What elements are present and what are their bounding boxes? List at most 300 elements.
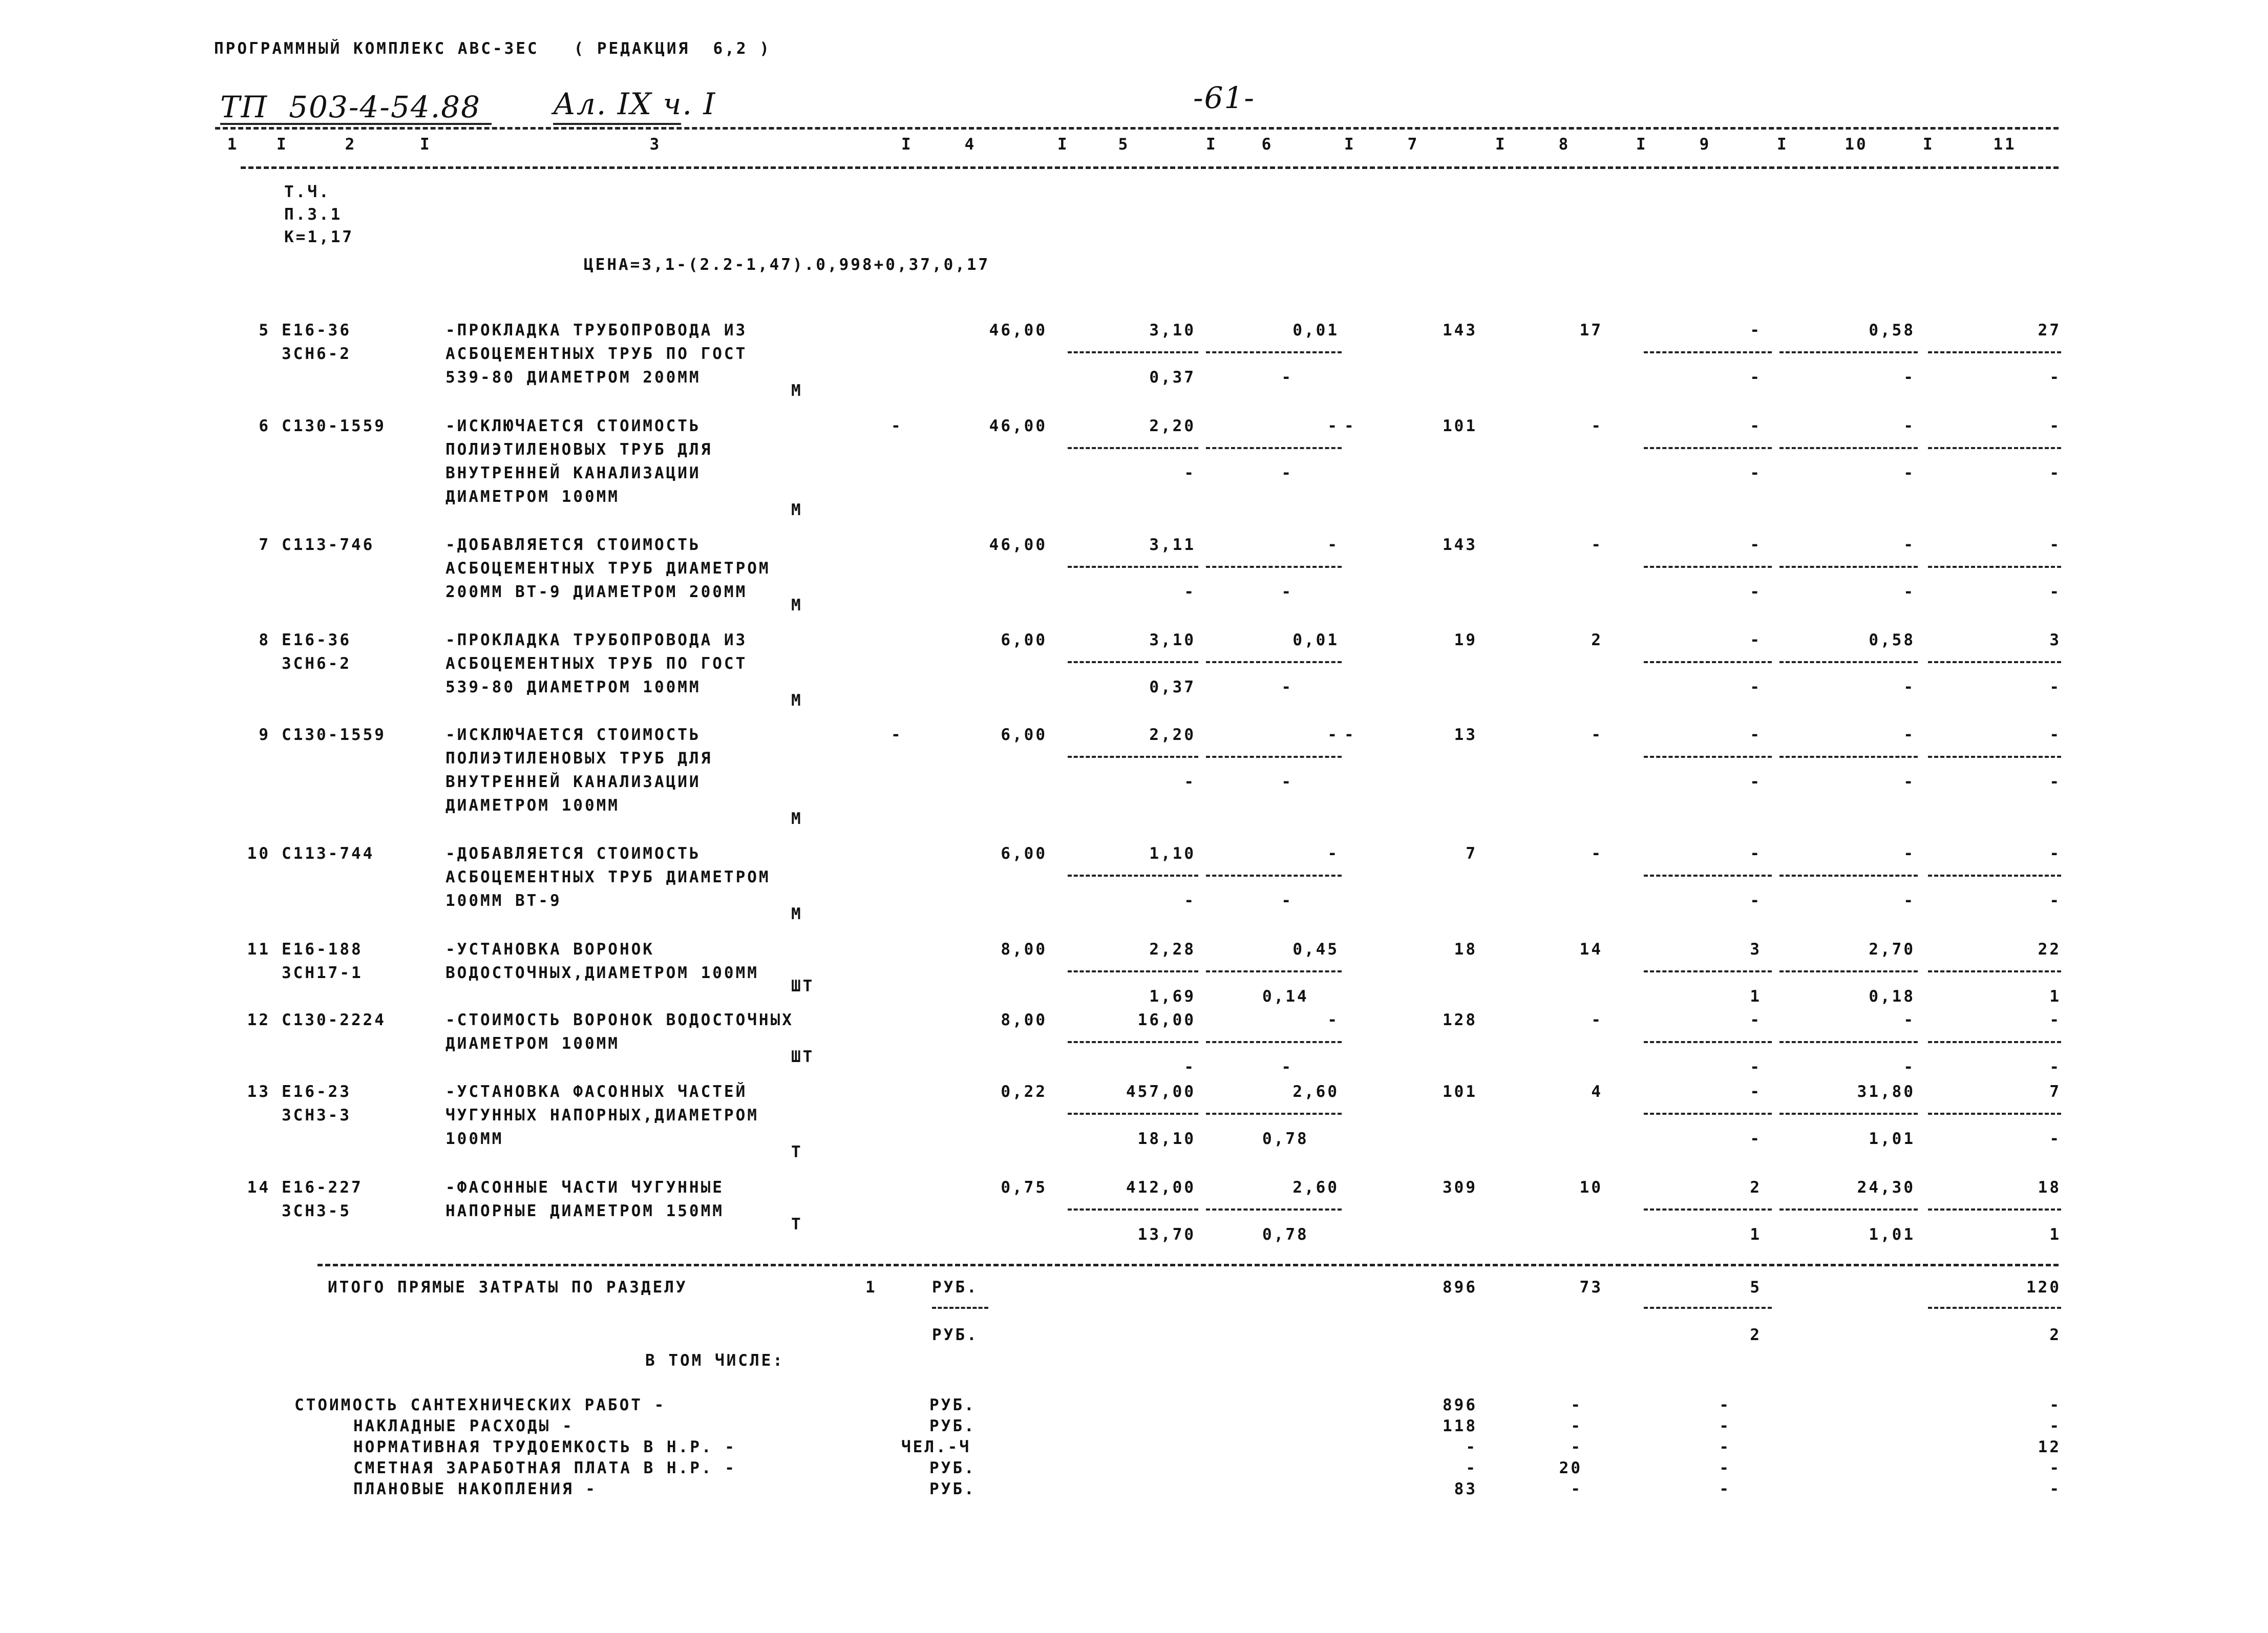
work-description: -ДОБАВЛЯЕТСЯ СТОИМОСТЬ — [446, 844, 701, 863]
column-header-3: 3 — [649, 135, 662, 154]
cost-machine: - — [1750, 1083, 1762, 1101]
row-number: 6 — [259, 417, 270, 435]
unit-of-measure: ШТ — [791, 977, 815, 995]
cell-divider — [1206, 1041, 1342, 1043]
unit-cost-wage: - — [1184, 1058, 1196, 1076]
cost-wage: 4 — [1591, 1083, 1603, 1101]
labor-total: 18 — [2038, 1178, 2061, 1197]
program-title: ПРОГРАММНЫЙ КОМПЛЕКС АВС-ЗЕС ( РЕДАКЦИЯ 6,2 ) — [214, 39, 771, 58]
total-section: 1 — [865, 1278, 877, 1297]
including-machine: - — [1719, 1438, 1731, 1456]
quantity: 6,00 — [1001, 726, 1047, 744]
marker-dash: - — [891, 417, 903, 435]
cost-machine-wage: - — [1750, 1130, 1762, 1148]
column-header-1: 1 — [227, 135, 239, 154]
row-number: 12 — [247, 1011, 270, 1029]
total-labor-wage: 2 — [2049, 1326, 2061, 1344]
labor-per-unit-wage: 0,18 — [1869, 987, 1915, 1006]
cost-machine: - — [1750, 417, 1762, 435]
unit-cost-total: 2,28 — [1149, 940, 1196, 959]
including-label: СМЕТНАЯ ЗАРАБОТНАЯ ПЛАТА В Н.Р. - — [353, 1459, 736, 1477]
total-wage: 73 — [1579, 1278, 1603, 1297]
cost-machine: - — [1750, 536, 1762, 554]
including-labor: - — [2049, 1417, 2061, 1435]
unit-cost-wage: 18,10 — [1137, 1130, 1196, 1148]
labor-total-wage: - — [2049, 1058, 2061, 1076]
unit-cost-wage: 13,70 — [1137, 1225, 1196, 1244]
unit-cost-machine-wage: - — [1281, 1058, 1293, 1076]
total-labor: 120 — [2026, 1278, 2061, 1297]
total-machine-wage: 2 — [1750, 1326, 1762, 1344]
cost-wage: - — [1591, 417, 1603, 435]
column-separator: I — [277, 135, 288, 154]
rate-code: С130-1559 — [282, 417, 386, 435]
column-separator: I — [1777, 135, 1789, 154]
rate-code: ЗСН3-5 — [282, 1202, 351, 1220]
cell-divider — [1928, 447, 2061, 449]
quantity: 0,22 — [1001, 1083, 1047, 1101]
column-separator: I — [901, 135, 913, 154]
work-description: -ДОБАВЛЯЕТСЯ СТОИМОСТЬ — [446, 536, 701, 554]
price-formula: ЦЕНА=3,1-(2.2-1,47).0,998+0,37,0,17 — [584, 256, 990, 274]
work-description: АСБОЦЕМЕНТНЫХ ТРУБ ДИАМЕТРОМ — [446, 559, 771, 578]
cost-wage: 14 — [1579, 940, 1603, 959]
table-top-rule — [215, 127, 2059, 130]
cost-machine: - — [1750, 1011, 1762, 1029]
album-underline — [553, 123, 681, 125]
cell-divider — [1068, 1113, 1198, 1115]
row-number: 10 — [247, 844, 270, 863]
rate-code: ЗСН3-3 — [282, 1106, 351, 1125]
labor-per-unit: - — [1903, 726, 1915, 744]
unit-cost-wage: 0,37 — [1149, 368, 1196, 387]
unit-of-measure: Т — [791, 1215, 803, 1234]
unit-cost-machine-wage: - — [1281, 583, 1293, 601]
column-header-8: 8 — [1558, 135, 1571, 154]
including-unit: РУБ. — [929, 1480, 976, 1498]
including-cost: 83 — [1454, 1480, 1477, 1498]
cell-divider — [1206, 875, 1342, 877]
cell-divider — [1779, 970, 1918, 972]
cost-machine-wage: - — [1750, 583, 1762, 601]
quantity: 8,00 — [1001, 1011, 1047, 1029]
including-cost: 896 — [1443, 1396, 1477, 1414]
marker-dash: - — [891, 726, 903, 744]
labor-per-unit-wage: 1,01 — [1869, 1225, 1915, 1244]
labor-total-wage: 1 — [2049, 987, 2061, 1006]
cost-machine: - — [1750, 726, 1762, 744]
cell-divider — [1779, 756, 1918, 758]
including-wage: 20 — [1559, 1459, 1582, 1477]
including-label: НОРМАТИВНАЯ ТРУДОЕМКОСТЬ В Н.Р. - — [353, 1438, 736, 1456]
marker-dash: - — [1344, 417, 1356, 435]
preamble-line: П.3.1 — [284, 205, 343, 224]
rate-code: ЗСН6-2 — [282, 345, 351, 363]
column-header-7: 7 — [1407, 135, 1419, 154]
unit-of-measure: М — [791, 691, 803, 710]
labor-total: - — [2049, 1011, 2061, 1029]
labor-total: - — [2049, 726, 2061, 744]
unit-of-measure: ШТ — [791, 1048, 815, 1066]
quantity: 6,00 — [1001, 844, 1047, 863]
unit-of-measure: Т — [791, 1143, 803, 1161]
unit-cost-machine-wage: - — [1281, 464, 1293, 482]
work-description: ВНУТРЕННЕЙ КАНАЛИЗАЦИИ — [446, 464, 701, 482]
including-machine: - — [1719, 1417, 1731, 1435]
cost-wage: 17 — [1579, 321, 1603, 340]
including-machine: - — [1719, 1480, 1731, 1498]
including-unit: ЧЕЛ.-Ч — [901, 1438, 971, 1456]
including-label: ПЛАНОВЫЕ НАКОПЛЕНИЯ - — [353, 1480, 597, 1498]
labor-per-unit: 31,80 — [1857, 1083, 1915, 1101]
column-header-10: 10 — [1845, 135, 1868, 154]
work-description: ДИАМЕТРОМ 100ММ — [446, 487, 620, 506]
column-header-9: 9 — [1699, 135, 1711, 154]
total-unit: РУБ. — [932, 1326, 979, 1344]
cell-divider — [1644, 1041, 1772, 1043]
labor-per-unit-wage: - — [1903, 583, 1915, 601]
column-separator: I — [1923, 135, 1935, 154]
totals-top-rule — [317, 1264, 2059, 1266]
unit-cost-total: 1,10 — [1149, 844, 1196, 863]
row-number: 9 — [259, 726, 270, 744]
work-description: ДИАМЕТРОМ 100ММ — [446, 1034, 620, 1053]
cost-wage: - — [1591, 1011, 1603, 1029]
cost-wage: - — [1591, 726, 1603, 744]
unit-cost-machine: 2,60 — [1292, 1083, 1339, 1101]
unit-cost-wage: - — [1184, 892, 1196, 910]
cell-divider — [1068, 447, 1198, 449]
unit-cost-machine: - — [1327, 1011, 1339, 1029]
labor-per-unit: - — [1903, 536, 1915, 554]
including-wage: - — [1571, 1438, 1582, 1456]
cost-machine-wage: - — [1750, 1058, 1762, 1076]
cell-divider — [1068, 970, 1198, 972]
labor-per-unit-wage: - — [1903, 368, 1915, 387]
unit-cost-machine-wage: - — [1281, 773, 1293, 791]
cell-divider — [1779, 351, 1918, 353]
quantity: 46,00 — [989, 536, 1047, 554]
cell-divider — [1644, 1113, 1772, 1115]
total-unit-divider — [932, 1307, 988, 1309]
unit-cost-total: 3,11 — [1149, 536, 1196, 554]
rate-code: С130-1559 — [282, 726, 386, 744]
cell-divider — [1928, 1041, 2061, 1043]
cell-divider — [1068, 1208, 1198, 1211]
cost-total: 18 — [1454, 940, 1477, 959]
rate-code: ЗСН17-1 — [282, 964, 363, 982]
rate-code: Е16-36 — [282, 321, 351, 340]
labor-total-wage: - — [2049, 583, 2061, 601]
including-unit: РУБ. — [929, 1417, 976, 1435]
rate-code: Е16-188 — [282, 940, 363, 959]
cell-divider — [1928, 351, 2061, 353]
cell-divider — [1779, 566, 1918, 568]
cell-divider — [1068, 351, 1198, 353]
unit-cost-total: 3,10 — [1149, 321, 1196, 340]
unit-cost-machine: 0,45 — [1292, 940, 1339, 959]
labor-total-wage: - — [2049, 368, 2061, 387]
labor-per-unit: 0,58 — [1869, 321, 1915, 340]
work-description: -ИСКЛЮЧАЕТСЯ СТОИМОСТЬ — [446, 726, 701, 744]
unit-cost-machine-wage: - — [1281, 892, 1293, 910]
cost-machine-wage: - — [1750, 368, 1762, 387]
column-header-6: 6 — [1261, 135, 1274, 154]
cost-total: 7 — [1466, 844, 1477, 863]
work-description: ЧУГУННЫХ НАПОРНЫХ,ДИАМЕТРОМ — [446, 1106, 759, 1125]
unit-of-measure: М — [791, 810, 803, 828]
unit-cost-machine: - — [1327, 417, 1339, 435]
unit-cost-total: 3,10 — [1149, 631, 1196, 649]
cell-divider — [1644, 661, 1772, 663]
labor-total-wage: - — [2049, 892, 2061, 910]
including-machine: - — [1719, 1459, 1731, 1477]
rate-code: Е16-227 — [282, 1178, 363, 1197]
quantity: 8,00 — [1001, 940, 1047, 959]
work-description: ВНУТРЕННЕЙ КАНАЛИЗАЦИИ — [446, 773, 701, 791]
cost-wage: - — [1591, 844, 1603, 863]
cost-machine: - — [1750, 844, 1762, 863]
album-ref: Ал. IX ч. I — [553, 87, 716, 121]
project-underline — [220, 123, 492, 125]
cost-machine-wage: - — [1750, 678, 1762, 696]
including-cost: - — [1466, 1438, 1477, 1456]
cell-divider — [1928, 1113, 2061, 1115]
cost-wage: 10 — [1579, 1178, 1603, 1197]
rate-code: С113-744 — [282, 844, 375, 863]
cell-divider — [1928, 1208, 2061, 1211]
column-header-2: 2 — [345, 135, 357, 154]
cell-divider — [1068, 1041, 1198, 1043]
row-number: 11 — [247, 940, 270, 959]
labor-per-unit: - — [1903, 417, 1915, 435]
labor-total-wage: 1 — [2049, 1225, 2061, 1244]
unit-cost-machine: - — [1327, 726, 1339, 744]
rate-code: Е16-23 — [282, 1083, 351, 1101]
unit-cost-machine-wage: - — [1281, 368, 1293, 387]
rate-code: С113-746 — [282, 536, 375, 554]
cost-total: 13 — [1454, 726, 1477, 744]
cell-divider — [1644, 351, 1772, 353]
cell-divider — [1206, 447, 1342, 449]
quantity: 46,00 — [989, 417, 1047, 435]
rate-code: ЗСН6-2 — [282, 654, 351, 673]
cell-divider — [1206, 1113, 1342, 1115]
labor-per-unit-wage: - — [1903, 678, 1915, 696]
row-number: 14 — [247, 1178, 270, 1197]
page-number: -61- — [1193, 80, 1255, 115]
unit-cost-wage: 0,37 — [1149, 678, 1196, 696]
unit-cost-total: 457,00 — [1126, 1083, 1196, 1101]
including-label: НАКЛАДНЫЕ РАСХОДЫ - — [353, 1417, 574, 1435]
rate-code: Е16-36 — [282, 631, 351, 649]
cell-divider — [1644, 875, 1772, 877]
work-description: ДИАМЕТРОМ 100ММ — [446, 796, 620, 815]
cell-divider — [1206, 1208, 1342, 1211]
total-machine: 5 — [1750, 1278, 1762, 1297]
cell-divider — [1928, 970, 2061, 972]
cell-divider — [1644, 1208, 1772, 1211]
unit-cost-machine: 2,60 — [1292, 1178, 1339, 1197]
including-machine: - — [1719, 1396, 1731, 1414]
work-description: -ПРОКЛАДКА ТРУБОПРОВОДА ИЗ — [446, 631, 748, 649]
unit-cost-wage: - — [1184, 773, 1196, 791]
header-bottom-rule — [241, 166, 2059, 169]
cell-divider — [1068, 875, 1198, 877]
cost-machine-wage: 1 — [1750, 987, 1762, 1006]
work-description: -ПРОКЛАДКА ТРУБОПРОВОДА ИЗ — [446, 321, 748, 340]
cost-total: 101 — [1443, 417, 1477, 435]
cost-wage: - — [1591, 536, 1603, 554]
column-separator: I — [1344, 135, 1356, 154]
cell-divider — [1928, 566, 2061, 568]
labor-total: 27 — [2038, 321, 2061, 340]
cell-divider — [1779, 447, 1918, 449]
work-description: -СТОИМОСТЬ ВОРОНОК ВОДОСТОЧНЫХ — [446, 1011, 794, 1029]
including-cost: 118 — [1443, 1417, 1477, 1435]
labor-total: - — [2049, 844, 2061, 863]
column-header-5: 5 — [1118, 135, 1130, 154]
cell-divider — [1068, 566, 1198, 568]
unit-cost-machine-wage: - — [1281, 678, 1293, 696]
including-unit: РУБ. — [929, 1396, 976, 1414]
work-description: 539-80 ДИАМЕТРОМ 100ММ — [446, 678, 701, 696]
cost-machine-wage: 1 — [1750, 1225, 1762, 1244]
marker-dash: - — [1344, 726, 1356, 744]
cell-divider — [1779, 1041, 1918, 1043]
cost-machine: - — [1750, 631, 1762, 649]
cost-machine: 2 — [1750, 1178, 1762, 1197]
work-description: ПОЛИЭТИЛЕНОВЫХ ТРУБ ДЛЯ — [446, 440, 713, 459]
labor-total-wage: - — [2049, 1130, 2061, 1148]
work-description: 100ММ ВТ-9 — [446, 892, 562, 910]
unit-cost-machine: 0,01 — [1292, 631, 1339, 649]
cell-divider — [1779, 661, 1918, 663]
labor-per-unit: - — [1903, 844, 1915, 863]
work-description: -УСТАНОВКА ФАСОННЫХ ЧАСТЕЙ — [446, 1083, 748, 1101]
unit-cost-machine: - — [1327, 536, 1339, 554]
column-separator: I — [1057, 135, 1069, 154]
cell-divider — [1206, 661, 1342, 663]
work-description: -ИСКЛЮЧАЕТСЯ СТОИМОСТЬ — [446, 417, 701, 435]
work-description: НАПОРНЫЕ ДИАМЕТРОМ 150ММ — [446, 1202, 724, 1220]
labor-total: 22 — [2038, 940, 2061, 959]
row-number: 13 — [247, 1083, 270, 1101]
cost-machine-wage: - — [1750, 773, 1762, 791]
labor-total: 3 — [2049, 631, 2061, 649]
cell-divider — [1928, 875, 2061, 877]
cell-divider — [1644, 566, 1772, 568]
cell-divider — [1644, 447, 1772, 449]
cost-total: 128 — [1443, 1011, 1477, 1029]
unit-cost-machine: - — [1327, 844, 1339, 863]
cell-divider — [1068, 756, 1198, 758]
labor-total-wage: - — [2049, 464, 2061, 482]
including-wage: - — [1571, 1417, 1582, 1435]
labor-per-unit-wage: - — [1903, 1058, 1915, 1076]
cost-machine-wage: - — [1750, 892, 1762, 910]
unit-cost-wage: 1,69 — [1149, 987, 1196, 1006]
unit-of-measure: М — [791, 905, 803, 923]
labor-total-wage: - — [2049, 773, 2061, 791]
cost-total: 101 — [1443, 1083, 1477, 1101]
unit-of-measure: М — [791, 596, 803, 614]
labor-per-unit: 2,70 — [1869, 940, 1915, 959]
including-wage: - — [1571, 1396, 1582, 1414]
labor-total: - — [2049, 417, 2061, 435]
unit-cost-total: 16,00 — [1137, 1011, 1196, 1029]
work-description: АСБОЦЕМЕНТНЫХ ТРУБ ПО ГОСТ — [446, 654, 748, 673]
cell-divider — [1206, 566, 1342, 568]
cost-total: 309 — [1443, 1178, 1477, 1197]
column-header-11: 11 — [1993, 135, 2017, 154]
work-description: 539-80 ДИАМЕТРОМ 200ММ — [446, 368, 701, 387]
unit-cost-total: 2,20 — [1149, 417, 1196, 435]
including-labor: - — [2049, 1480, 2061, 1498]
unit-cost-wage: - — [1184, 583, 1196, 601]
cell-divider — [1928, 1307, 2061, 1309]
unit-of-measure: М — [791, 381, 803, 400]
cost-wage: 2 — [1591, 631, 1603, 649]
including-labor: 12 — [2038, 1438, 2061, 1456]
labor-total: 7 — [2049, 1083, 2061, 1101]
cell-divider — [1779, 875, 1918, 877]
unit-of-measure: М — [791, 501, 803, 519]
cell-divider — [1928, 756, 2061, 758]
cell-divider — [1928, 661, 2061, 663]
cost-total: 19 — [1454, 631, 1477, 649]
work-description: АСБОЦЕМЕНТНЫХ ТРУБ ПО ГОСТ — [446, 345, 748, 363]
unit-cost-total: 2,20 — [1149, 726, 1196, 744]
row-number: 8 — [259, 631, 270, 649]
cell-divider — [1068, 661, 1198, 663]
work-description: 100ММ — [446, 1130, 504, 1148]
cell-divider — [1206, 351, 1342, 353]
row-number: 7 — [259, 536, 270, 554]
total-label: ИТОГО ПРЯМЫЕ ЗАТРАТЫ ПО РАЗДЕЛУ — [328, 1278, 688, 1297]
row-number: 5 — [259, 321, 270, 340]
cost-machine-wage: - — [1750, 464, 1762, 482]
unit-cost-machine-wage: 0,14 — [1262, 987, 1309, 1006]
labor-per-unit-wage: - — [1903, 773, 1915, 791]
including-title: В ТОМ ЧИСЛЕ: — [645, 1351, 785, 1370]
including-cost: - — [1466, 1459, 1477, 1477]
column-separator: I — [1206, 135, 1218, 154]
cost-total: 143 — [1443, 321, 1477, 340]
work-description: АСБОЦЕМЕНТНЫХ ТРУБ ДИАМЕТРОМ — [446, 868, 771, 886]
project-code: ТП 503-4-54.88 — [220, 90, 481, 124]
labor-per-unit-wage: 1,01 — [1869, 1130, 1915, 1148]
work-description: ВОДОСТОЧНЫХ,ДИАМЕТРОМ 100ММ — [446, 964, 759, 982]
cell-divider — [1779, 1113, 1918, 1115]
cell-divider — [1779, 1208, 1918, 1211]
column-separator: I — [1636, 135, 1648, 154]
cell-divider — [1644, 756, 1772, 758]
quantity: 0,75 — [1001, 1178, 1047, 1197]
including-unit: РУБ. — [929, 1459, 976, 1477]
work-description: 200ММ ВТ-9 ДИАМЕТРОМ 200ММ — [446, 583, 748, 601]
cell-divider — [1206, 970, 1342, 972]
labor-total: - — [2049, 536, 2061, 554]
labor-total-wage: - — [2049, 678, 2061, 696]
unit-cost-machine-wage: 0,78 — [1262, 1130, 1309, 1148]
column-header-4: 4 — [964, 135, 977, 154]
column-separator: I — [420, 135, 432, 154]
including-label: СТОИМОСТЬ САНТЕХНИЧЕСКИХ РАБОТ - — [294, 1396, 666, 1414]
work-description: -ФАСОННЫЕ ЧАСТИ ЧУГУННЫЕ — [446, 1178, 724, 1197]
including-labor: - — [2049, 1459, 2061, 1477]
cell-divider — [1206, 756, 1342, 758]
